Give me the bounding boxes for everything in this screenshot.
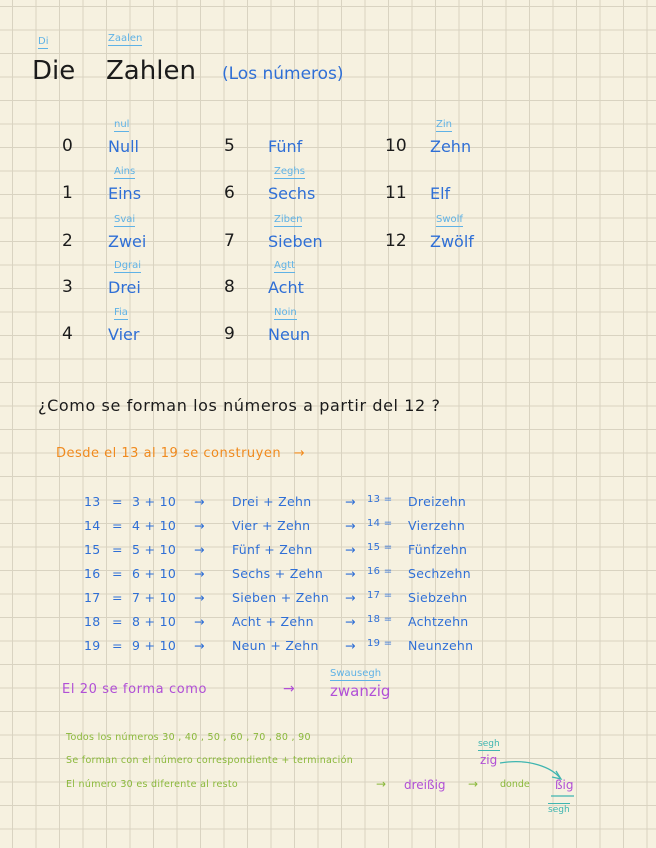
- number-digit: 1: [62, 183, 73, 203]
- green-line-2: Se forman con el número correspondiente + terminación: [66, 755, 354, 766]
- equation-equals: =: [112, 566, 123, 581]
- title-hint-die: Di: [38, 36, 49, 47]
- number-pronunciation-hint: Agtt: [274, 260, 296, 271]
- green-line-3-word: dreißig: [404, 778, 446, 792]
- green-line-1: Todos los números 30 , 40 , 50 , 60 , 70 , 80 , 90: [66, 732, 311, 743]
- equation-result-label: 17 =: [367, 590, 393, 601]
- number-pronunciation-hint: Ziben: [274, 214, 303, 225]
- number-pronunciation-hint: Svai: [114, 214, 136, 225]
- number-word: Fünf: [268, 137, 303, 156]
- equation-arrow-2-icon: →: [345, 590, 356, 605]
- equation-parts: Acht + Zehn: [232, 614, 314, 629]
- equation-number: 14: [84, 518, 101, 533]
- equation-number: 17: [84, 590, 101, 605]
- equation-sum: 7 + 10: [132, 590, 177, 605]
- equation-result-word: Vierzehn: [408, 518, 466, 533]
- equation-result-label: 18 =: [367, 614, 393, 625]
- equation-number: 13: [84, 494, 101, 509]
- equation-equals: =: [112, 638, 123, 653]
- number-word: Acht: [268, 278, 304, 297]
- equation-result-label: 13 =: [367, 494, 393, 505]
- twenty-hint: Swausegh: [330, 668, 382, 679]
- number-digit: 6: [224, 183, 235, 203]
- equation-result-word: Neunzehn: [408, 638, 474, 653]
- equation-equals: =: [112, 542, 123, 557]
- number-pronunciation-hint: Ains: [114, 166, 136, 177]
- number-digit: 11: [385, 183, 407, 203]
- equation-sum: 3 + 10: [132, 494, 177, 509]
- number-digit: 2: [62, 231, 73, 251]
- equation-equals: =: [112, 590, 123, 605]
- equation-result-word: Achtzehn: [408, 614, 469, 629]
- equation-arrow-2-icon: →: [345, 638, 356, 653]
- orange-intro: [56, 446, 305, 461]
- equation-sum: 6 + 10: [132, 566, 177, 581]
- equation-result-label: 15 =: [367, 542, 393, 553]
- equation-parts: Sechs + Zehn: [232, 566, 324, 581]
- equation-number: 18: [84, 614, 101, 629]
- number-digit: 3: [62, 277, 73, 297]
- title-die: Die: [32, 56, 76, 86]
- number-word: Sieben: [268, 232, 323, 251]
- equation-arrow-icon: →: [194, 518, 205, 533]
- number-digit: 12: [385, 231, 407, 251]
- equation-arrow-icon: →: [194, 614, 205, 629]
- orange-intro-text: Desde el 13 al 19 se construyen: [56, 446, 282, 461]
- green-line-3-arrow-2-icon: →: [468, 777, 479, 791]
- green-line-3-end: ßig: [555, 778, 574, 792]
- number-word: Neun: [268, 325, 311, 344]
- number-pronunciation-hint: nul: [114, 119, 130, 130]
- equation-equals: =: [112, 614, 123, 629]
- equation-parts: Fünf + Zehn: [232, 542, 313, 557]
- green-line-3-arrow-icon: →: [376, 777, 387, 791]
- number-digit: 8: [224, 277, 235, 297]
- green-line-3: El número 30 es diferente al resto: [66, 779, 238, 790]
- number-pronunciation-hint: Noin: [274, 307, 297, 318]
- number-digit: 9: [224, 324, 235, 344]
- green-line-3-donde: donde: [500, 779, 530, 790]
- equation-equals: =: [112, 494, 123, 509]
- equation-result-word: Dreizehn: [408, 494, 467, 509]
- number-word: Null: [108, 137, 139, 156]
- green-line-2-end: zig: [480, 753, 498, 767]
- number-word: Zehn: [430, 137, 472, 156]
- number-digit: 0: [62, 136, 73, 156]
- equation-result-word: Sechzehn: [408, 566, 471, 581]
- equation-sum: 4 + 10: [132, 518, 177, 533]
- equation-arrow-2-icon: →: [345, 566, 356, 581]
- equation-result-label: 16 =: [367, 566, 393, 577]
- number-pronunciation-hint: Dgrai: [114, 260, 142, 271]
- equation-number: 19: [84, 638, 101, 653]
- equation-result-word: Fünfzehn: [408, 542, 468, 557]
- equation-arrow-2-icon: →: [345, 542, 356, 557]
- equation-arrow-icon: →: [194, 494, 205, 509]
- number-digit: 10: [385, 136, 407, 156]
- number-pronunciation-hint: Zeghs: [274, 166, 305, 177]
- number-word: Sechs: [268, 184, 316, 203]
- number-word: Zwölf: [430, 232, 474, 251]
- equation-sum: 8 + 10: [132, 614, 177, 629]
- number-word: Eins: [108, 184, 142, 203]
- twenty-arrow-icon: →: [283, 681, 295, 697]
- number-word: Drei: [108, 278, 141, 297]
- orange-arrow-icon: →: [293, 446, 306, 461]
- equation-result-label: 14 =: [367, 518, 393, 529]
- number-word: Elf: [430, 184, 451, 203]
- number-pronunciation-hint: Fia: [114, 307, 128, 318]
- green-line-3-hint: segh: [548, 805, 570, 815]
- equation-equals: =: [112, 518, 123, 533]
- number-digit: 5: [224, 136, 235, 156]
- number-pronunciation-hint: Swolf: [436, 214, 463, 225]
- title-spanish: (Los números): [222, 64, 344, 84]
- equation-arrow-2-icon: →: [345, 494, 356, 509]
- title-zahlen: Zahlen: [106, 56, 196, 86]
- equation-sum: 5 + 10: [132, 542, 177, 557]
- question-text: ¿Como se forman los números a partir del 12 ?: [38, 396, 441, 415]
- equation-sum: 9 + 10: [132, 638, 177, 653]
- equation-arrow-2-icon: →: [345, 614, 356, 629]
- equation-result-label: 19 =: [367, 638, 393, 649]
- equation-arrow-icon: →: [194, 638, 205, 653]
- equation-arrow-icon: →: [194, 542, 205, 557]
- number-pronunciation-hint: Zin: [436, 119, 452, 130]
- green-line-2-hint: segh: [478, 739, 500, 749]
- equation-arrow-icon: →: [194, 590, 205, 605]
- equation-number: 16: [84, 566, 101, 581]
- equation-parts: Vier + Zehn: [232, 518, 311, 533]
- equation-parts: Sieben + Zehn: [232, 590, 330, 605]
- number-word: Zwei: [108, 232, 147, 251]
- number-digit: 7: [224, 231, 235, 251]
- equation-arrow-icon: →: [194, 566, 205, 581]
- equation-number: 15: [84, 542, 101, 557]
- number-digit: 4: [62, 324, 73, 344]
- twenty-word: zwanzig: [330, 682, 391, 700]
- title-hint-zahlen: Zaalen: [108, 33, 143, 44]
- equation-result-word: Siebzehn: [408, 590, 468, 605]
- equation-parts: Drei + Zehn: [232, 494, 312, 509]
- equation-arrow-2-icon: →: [345, 518, 356, 533]
- number-word: Vier: [108, 325, 140, 344]
- equation-parts: Neun + Zehn: [232, 638, 319, 653]
- twenty-text: El 20 se forma como: [62, 682, 208, 697]
